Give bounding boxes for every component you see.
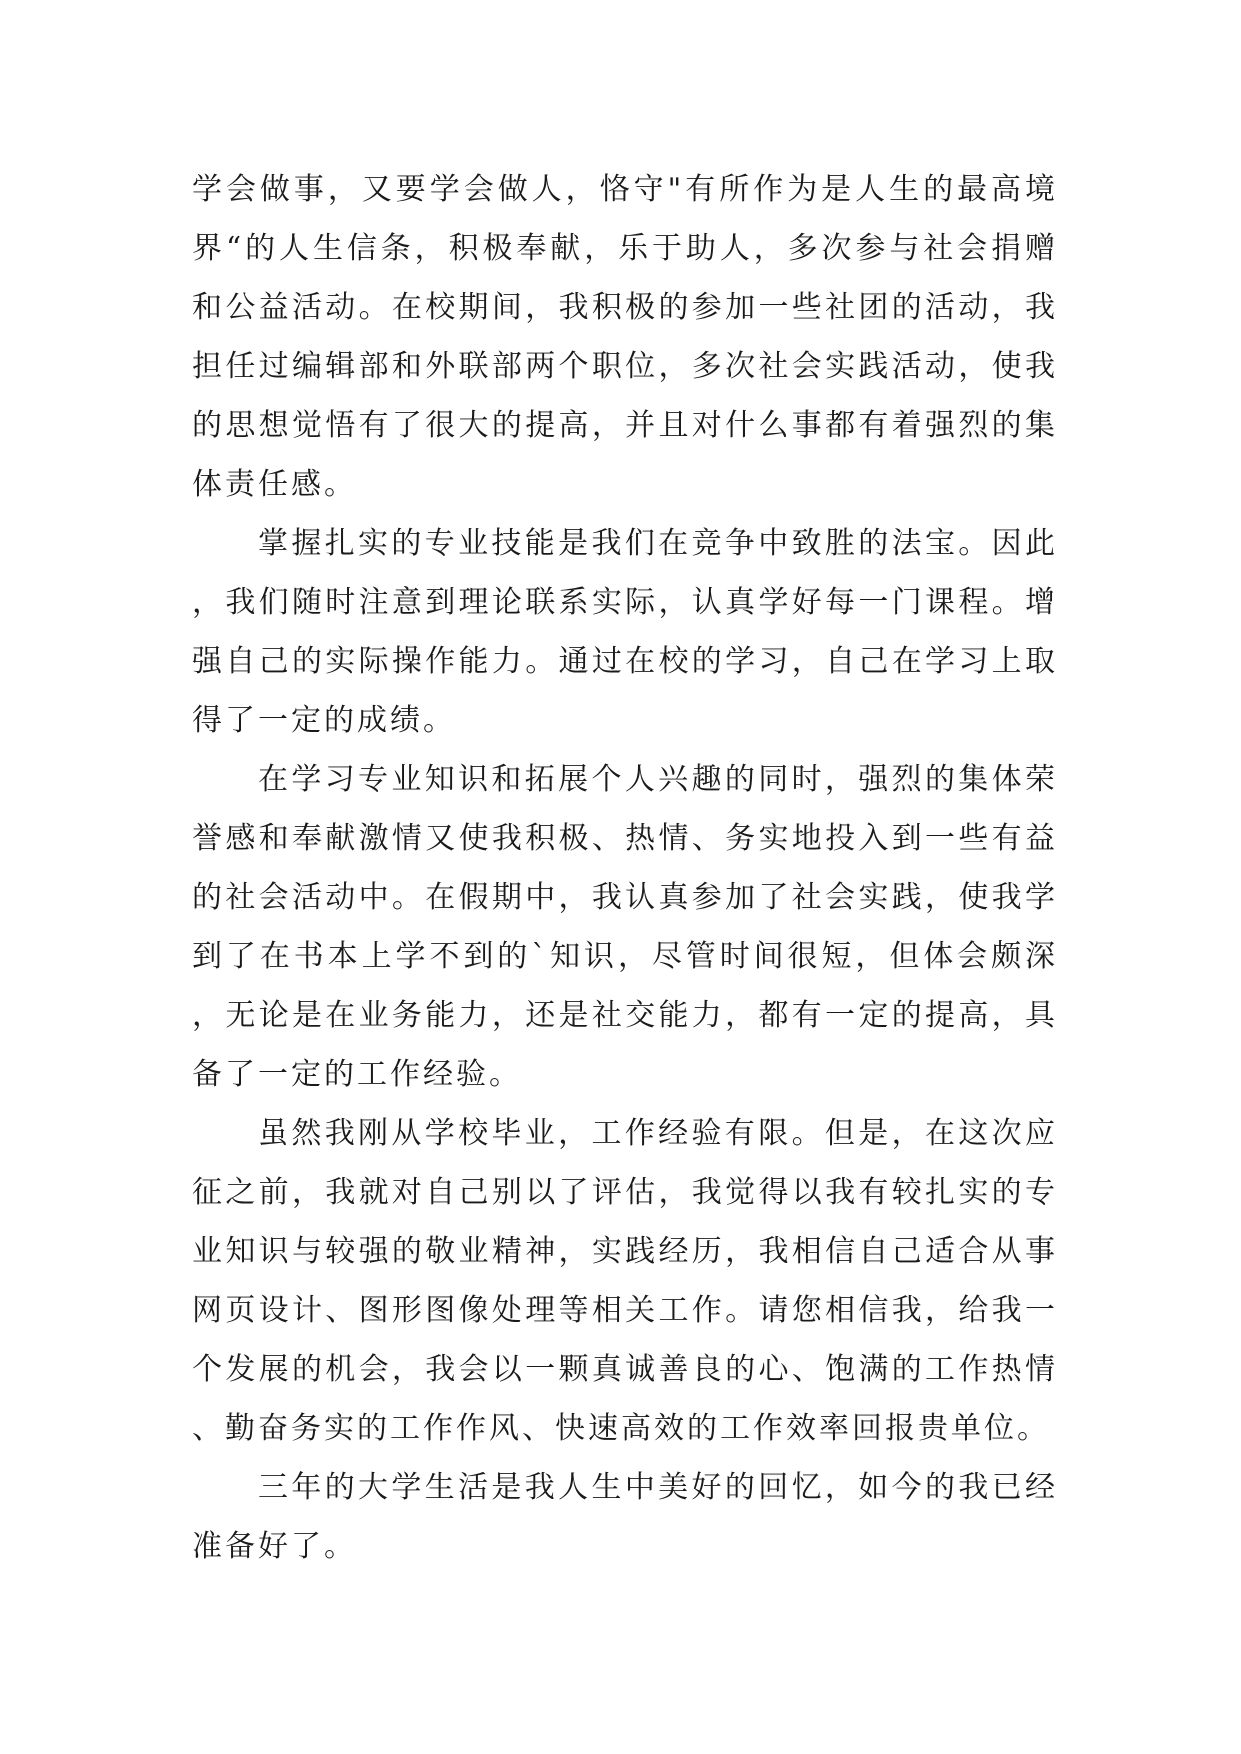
paragraph-4: 虽然我刚从学校毕业，工作经验有限。但是，在这次应征之前，我就对自己别以了评估，我觉得以我有较扎实的专业知识与较强的敬业精神，实践经历，我相信自己适合从事网页设计、图形图像处理等相关工作。请您相信我，给我一个发展的机会，我会以一颗真诚善良的心、饱满的工作热情、勤奋务实的工作作风、快速高效的工作效率回报贵单位。: [192, 1116, 1058, 1446]
paragraph-1: 学会做事，又要学会做人，恪守"有所作为是人生的最高境界“的人生信条，积极奉献，乐于助人，多次参与社会捐赠和公益活动。在校期间，我积极的参加一些社团的活动，我担任过编辑部和外联部两个职位，多次社会实践活动，使我的思想觉悟有了很大的提高，并且对什么事都有着强烈的集体责任感。: [192, 172, 1058, 502]
paragraph-3: 在学习专业知识和拓展个人兴趣的同时，强烈的集体荣誉感和奉献激情又使我积极、热情、务实地投入到一些有益的社会活动中。在假期中，我认真参加了社会实践，使我学到了在书本上学不到的`知识，尽管时间很短，但体会颇深，无论是在业务能力，还是社交能力，都有一定的提高，具备了一定的工作经验。: [192, 762, 1058, 1092]
paragraph-2: 掌握扎实的专业技能是我们在竞争中致胜的法宝。因此，我们随时注意到理论联系实际，认真学好每一门课程。增强自己的实际操作能力。通过在校的学习，自己在学习上取得了一定的成绩。: [192, 526, 1058, 738]
document-body: [192, 160, 1058, 1576]
paragraph-5: 三年的大学生活是我人生中美好的回忆，如今的我已经准备好了。: [192, 1470, 1058, 1564]
